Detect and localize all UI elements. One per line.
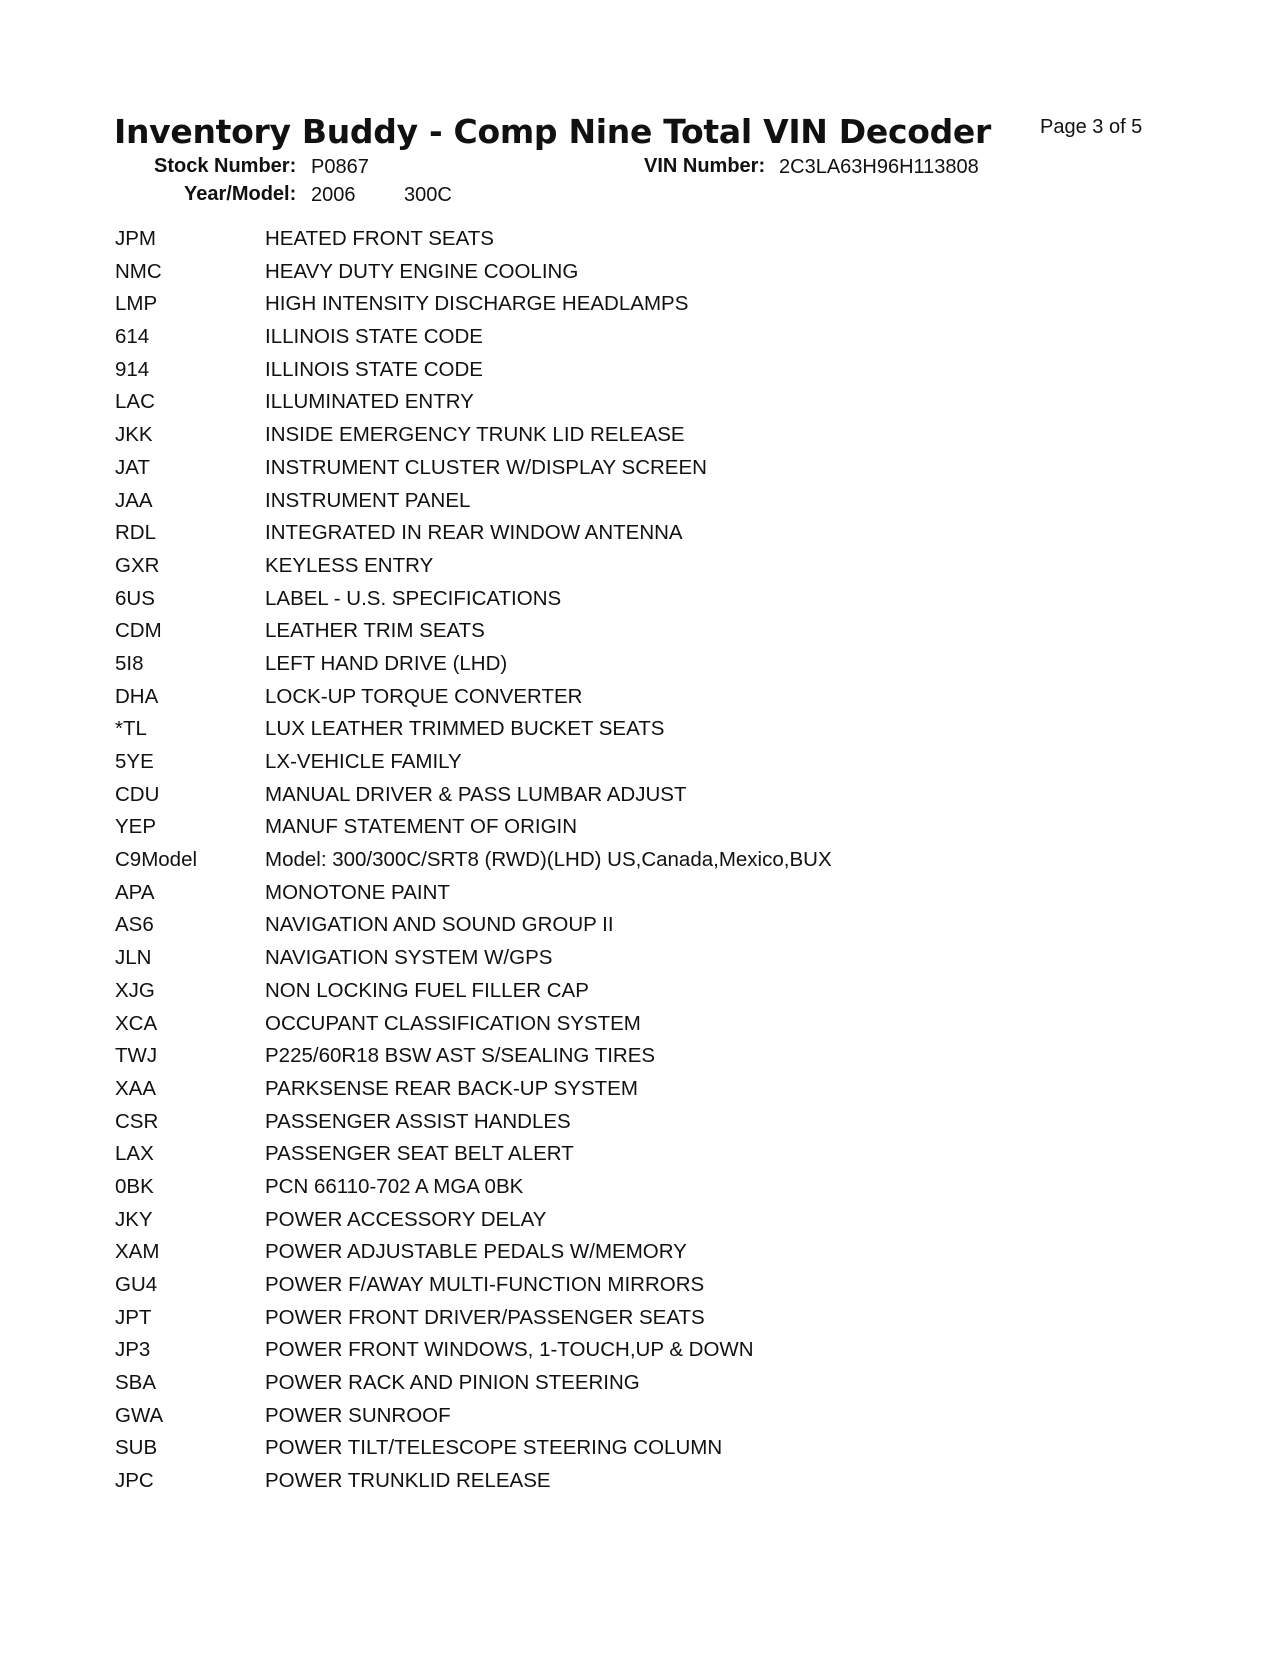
option-row — [115, 456, 832, 489]
option-row — [115, 489, 832, 522]
option-code: LMP — [115, 292, 158, 316]
page-number: Page 3 of 5 — [1040, 116, 1143, 138]
option-code: JKK — [115, 423, 153, 447]
option-code: 5I8 — [115, 651, 144, 675]
option-code: SBA — [115, 1371, 157, 1395]
option-description: Model: 300/300C/SRT8 (RWD)(LHD) US,Canada,Mexico,BUX — [265, 848, 832, 872]
stock-number-label: Stock Number: — [154, 155, 297, 177]
option-row — [115, 815, 832, 848]
option-code: XAM — [115, 1240, 160, 1264]
option-code: GWA — [115, 1403, 164, 1427]
option-row — [115, 750, 832, 783]
option-row — [115, 1371, 832, 1404]
vin-number-value: 2C3LA63H96H113808 — [779, 156, 979, 178]
option-code: CDU — [115, 782, 160, 806]
option-code: 914 — [115, 357, 150, 381]
option-code: RDL — [115, 521, 157, 545]
option-code: C9Model — [115, 848, 198, 872]
option-row — [115, 1273, 832, 1306]
option-description: POWER SUNROOF — [265, 1403, 451, 1427]
option-row — [115, 619, 832, 652]
option-description: HEAVY DUTY ENGINE COOLING — [265, 259, 579, 283]
option-code: GXR — [115, 553, 160, 577]
option-row — [115, 521, 832, 554]
option-row — [115, 717, 832, 750]
option-description: INSTRUMENT CLUSTER W/DISPLAY SCREEN — [265, 455, 707, 479]
option-code: LAC — [115, 390, 155, 414]
option-row — [115, 1338, 832, 1371]
option-code: SUB — [115, 1436, 158, 1460]
option-row — [115, 1306, 832, 1339]
option-row — [115, 1110, 832, 1143]
option-description: PASSENGER SEAT BELT ALERT — [265, 1142, 574, 1166]
option-description: KEYLESS ENTRY — [265, 553, 434, 577]
option-code: CDM — [115, 619, 162, 643]
year-model-label: Year/Model: — [184, 183, 297, 205]
option-description: PARKSENSE REAR BACK-UP SYSTEM — [265, 1076, 638, 1100]
option-row — [115, 292, 832, 325]
option-code: XAA — [115, 1076, 157, 1100]
option-description: ILLINOIS STATE CODE — [265, 357, 483, 381]
option-code: 0BK — [115, 1174, 154, 1198]
option-code: JKY — [115, 1207, 153, 1231]
option-row — [115, 260, 832, 293]
option-description: LOCK-UP TORQUE CONVERTER — [265, 684, 583, 708]
option-row — [115, 1469, 832, 1502]
option-code: NMC — [115, 259, 162, 283]
option-code: JPT — [115, 1305, 152, 1329]
option-description: INSTRUMENT PANEL — [265, 488, 471, 512]
option-description: MANUF STATEMENT OF ORIGIN — [265, 815, 578, 839]
option-code: JPC — [115, 1469, 154, 1493]
option-row — [115, 913, 832, 946]
option-description: POWER RACK AND PINION STEERING — [265, 1371, 640, 1395]
option-description: INSIDE EMERGENCY TRUNK LID RELEASE — [265, 423, 685, 447]
option-row — [115, 979, 832, 1012]
option-code: APA — [115, 880, 155, 904]
option-row — [115, 1436, 832, 1469]
option-description: PCN 66110-702 A MGA 0BK — [265, 1174, 524, 1198]
option-row — [115, 227, 832, 260]
option-code: YEP — [115, 815, 157, 839]
option-row — [115, 358, 832, 391]
option-description: HIGH INTENSITY DISCHARGE HEADLAMPS — [265, 292, 689, 316]
option-code: GU4 — [115, 1273, 158, 1296]
option-row — [115, 1044, 832, 1077]
option-row — [115, 652, 832, 685]
option-description: P225/60R18 BSW AST S/SEALING TIRES — [265, 1044, 656, 1068]
option-code: JPM — [115, 227, 156, 250]
option-description: NON LOCKING FUEL FILLER CAP — [265, 978, 589, 1002]
stock-number-value: P0867 — [311, 156, 369, 178]
option-code: XCA — [115, 1011, 158, 1035]
option-code: XJG — [115, 978, 155, 1002]
option-description: POWER FRONT WINDOWS, 1-TOUCH,UP & DOWN — [265, 1338, 754, 1362]
option-code: TWJ — [115, 1044, 158, 1068]
vin-number-label: VIN Number: — [644, 155, 766, 177]
option-row — [115, 1404, 832, 1437]
option-description: MANUAL DRIVER & PASS LUMBAR ADJUST — [265, 782, 687, 806]
option-row — [115, 554, 832, 587]
option-description: ILLINOIS STATE CODE — [265, 325, 483, 349]
option-row — [115, 423, 832, 456]
option-code-list — [115, 227, 832, 1502]
option-description: POWER TRUNKLID RELEASE — [265, 1469, 551, 1493]
option-row — [115, 325, 832, 358]
option-description: NAVIGATION SYSTEM W/GPS — [265, 946, 553, 970]
option-row — [115, 1240, 832, 1273]
option-code: 614 — [115, 325, 150, 349]
option-description: INTEGRATED IN REAR WINDOW ANTENNA — [265, 521, 683, 545]
option-row — [115, 587, 832, 620]
option-description: POWER ADJUSTABLE PEDALS W/MEMORY — [265, 1240, 687, 1264]
option-description: MONOTONE PAINT — [265, 880, 450, 904]
option-code: LAX — [115, 1142, 154, 1166]
option-description: POWER F/AWAY MULTI-FUNCTION MIRRORS — [265, 1273, 705, 1296]
option-row — [115, 1012, 832, 1045]
option-row — [115, 848, 832, 881]
option-row — [115, 783, 832, 816]
option-description: LEATHER TRIM SEATS — [265, 619, 485, 643]
option-description: POWER TILT/TELESCOPE STEERING COLUMN — [265, 1436, 723, 1460]
option-row — [115, 1142, 832, 1175]
option-code: JAA — [115, 488, 153, 512]
option-row — [115, 685, 832, 718]
option-row — [115, 1077, 832, 1110]
option-row — [115, 946, 832, 979]
option-code: AS6 — [115, 913, 154, 937]
option-code: JAT — [115, 455, 150, 479]
option-description: POWER ACCESSORY DELAY — [265, 1207, 547, 1231]
option-description: OCCUPANT CLASSIFICATION SYSTEM — [265, 1011, 641, 1035]
option-description: LX-VEHICLE FAMILY — [265, 750, 462, 773]
option-code: 5YE — [115, 750, 154, 773]
option-row — [115, 1208, 832, 1241]
option-description: LABEL - U.S. SPECIFICATIONS — [265, 586, 562, 610]
option-description: LUX LEATHER TRIMMED BUCKET SEATS — [265, 717, 665, 741]
option-description: POWER FRONT DRIVER/PASSENGER SEATS — [265, 1305, 705, 1329]
year-value: 2006 — [311, 184, 356, 206]
option-row — [115, 390, 832, 423]
option-description: PASSENGER ASSIST HANDLES — [265, 1109, 571, 1133]
option-code: DHA — [115, 684, 159, 708]
option-code: CSR — [115, 1109, 159, 1133]
document-title: Inventory Buddy - Comp Nine Total VIN Decoder — [114, 112, 991, 151]
option-code: 6US — [115, 586, 155, 610]
option-description: HEATED FRONT SEATS — [265, 227, 494, 250]
option-description: LEFT HAND DRIVE (LHD) — [265, 651, 508, 675]
option-description: NAVIGATION AND SOUND GROUP II — [265, 913, 614, 937]
model-value: 300C — [404, 184, 452, 206]
option-code: JP3 — [115, 1338, 151, 1362]
option-description: ILLUMINATED ENTRY — [265, 390, 474, 414]
option-code: JLN — [115, 946, 152, 970]
option-code: *TL — [115, 717, 147, 741]
option-row — [115, 1175, 832, 1208]
option-row — [115, 881, 832, 914]
